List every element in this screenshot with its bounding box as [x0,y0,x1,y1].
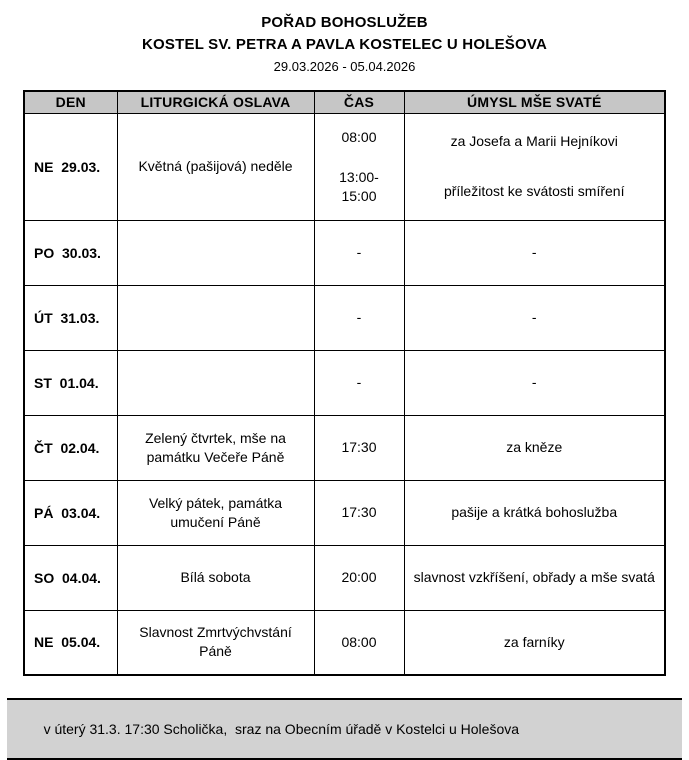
intention-cell [404,545,665,610]
time-value: - [356,244,362,261]
time-cell [314,285,404,350]
day-cell: SO 04.04. [24,545,117,610]
time-cell [314,415,404,480]
table-row [24,610,665,675]
time-value: 13:00-15:00 [339,168,379,204]
time-value: 17:30 [341,504,377,521]
time-value: 08:00 [341,128,377,145]
intention-cell [404,113,665,220]
day-cell: NE 29.03. [24,113,117,220]
time-value: 20:00 [341,569,377,586]
time-cell-stack [315,115,404,218]
celebration-cell: Velký pátek, památka umučení Páně [117,480,314,545]
intention-cell [404,220,665,285]
time-cell-stack [315,371,404,394]
footer-note-text: v úterý 31.3. 17:30 Scholička, sraz na Obecním úřadě v Kostelci u Holešova [43,721,520,737]
intention-value: za farníky [503,633,565,650]
page-subtitle: KOSTEL SV. PETRA A PAVLA KOSTELEC U HOLEŠOVA [142,36,547,53]
intention-cell-stack [405,566,665,589]
time-cell-stack [315,306,404,329]
column-header-den: DEN [24,91,117,113]
celebration-cell [117,350,314,415]
intention-cell-stack [405,115,665,218]
column-header-cas: ČAS [314,91,404,113]
intention-value: příležitost ke svátosti smíření [443,182,625,199]
intention-cell-stack [405,631,665,654]
celebration-cell: Bílá sobota [117,545,314,610]
intention-cell [404,285,665,350]
time-cell [314,113,404,220]
schedule-table [23,90,666,676]
intention-cell-stack [405,501,665,524]
time-cell-stack [315,566,404,589]
intention-value: za kněze [506,439,563,456]
celebration-cell: Slavnost Zmrtvýchvstání Páně [117,610,314,675]
celebration-cell: Květná (pašijová) neděle [117,113,314,220]
intention-cell-stack [405,371,665,394]
day-cell: PÁ 03.04. [24,480,117,545]
intention-cell [404,415,665,480]
celebration-cell [117,220,314,285]
time-cell [314,480,404,545]
time-cell-stack [315,436,404,459]
day-cell: ČT 02.04. [24,415,117,480]
footer-note-bar [7,698,682,760]
document-header [0,14,689,74]
time-cell [314,350,404,415]
day-cell: ÚT 31.03. [24,285,117,350]
intention-value: za Josefa a Marii Hejníkovi [450,133,618,150]
time-cell [314,220,404,285]
table-row [24,415,665,480]
day-cell: NE 05.04. [24,610,117,675]
celebration-cell: Zelený čtvrtek, mše na památku Večeře Páně [117,415,314,480]
column-header-liturgicka-oslava: LITURGICKÁ OSLAVA [117,91,314,113]
intention-value: - [531,374,537,391]
table-row [24,285,665,350]
day-cell: ST 01.04. [24,350,117,415]
intention-value: slavnost vzkříšení, obřady a mše svatá [413,569,655,586]
column-header-umysl-mse-svate: ÚMYSL MŠE SVATÉ [404,91,665,113]
date-range: 29.03.2026 - 05.04.2026 [273,59,416,74]
intention-cell-stack [405,436,665,459]
time-value: - [356,309,362,326]
table-row [24,480,665,545]
celebration-cell [117,285,314,350]
time-cell-stack [315,241,404,264]
time-cell-stack [315,501,404,524]
time-cell [314,545,404,610]
table-row [24,220,665,285]
table-row [24,545,665,610]
intention-cell-stack [405,241,665,264]
header-row [24,91,665,113]
schedule-table-head [24,91,665,113]
intention-cell [404,610,665,675]
table-row [24,350,665,415]
intention-cell-stack [405,306,665,329]
page-title: POŘAD BOHOSLUŽEB [261,14,428,31]
time-value: - [356,374,362,391]
time-cell [314,610,404,675]
time-cell-stack [315,631,404,654]
time-value: 17:30 [341,439,377,456]
intention-cell [404,480,665,545]
table-row [24,113,665,220]
time-value: 08:00 [341,633,377,650]
intention-value: - [531,309,537,326]
day-cell: PO 30.03. [24,220,117,285]
intention-value: pašije a krátká bohoslužba [451,504,618,521]
intention-cell [404,350,665,415]
intention-value: - [531,244,537,261]
schedule-table-body [24,113,665,675]
